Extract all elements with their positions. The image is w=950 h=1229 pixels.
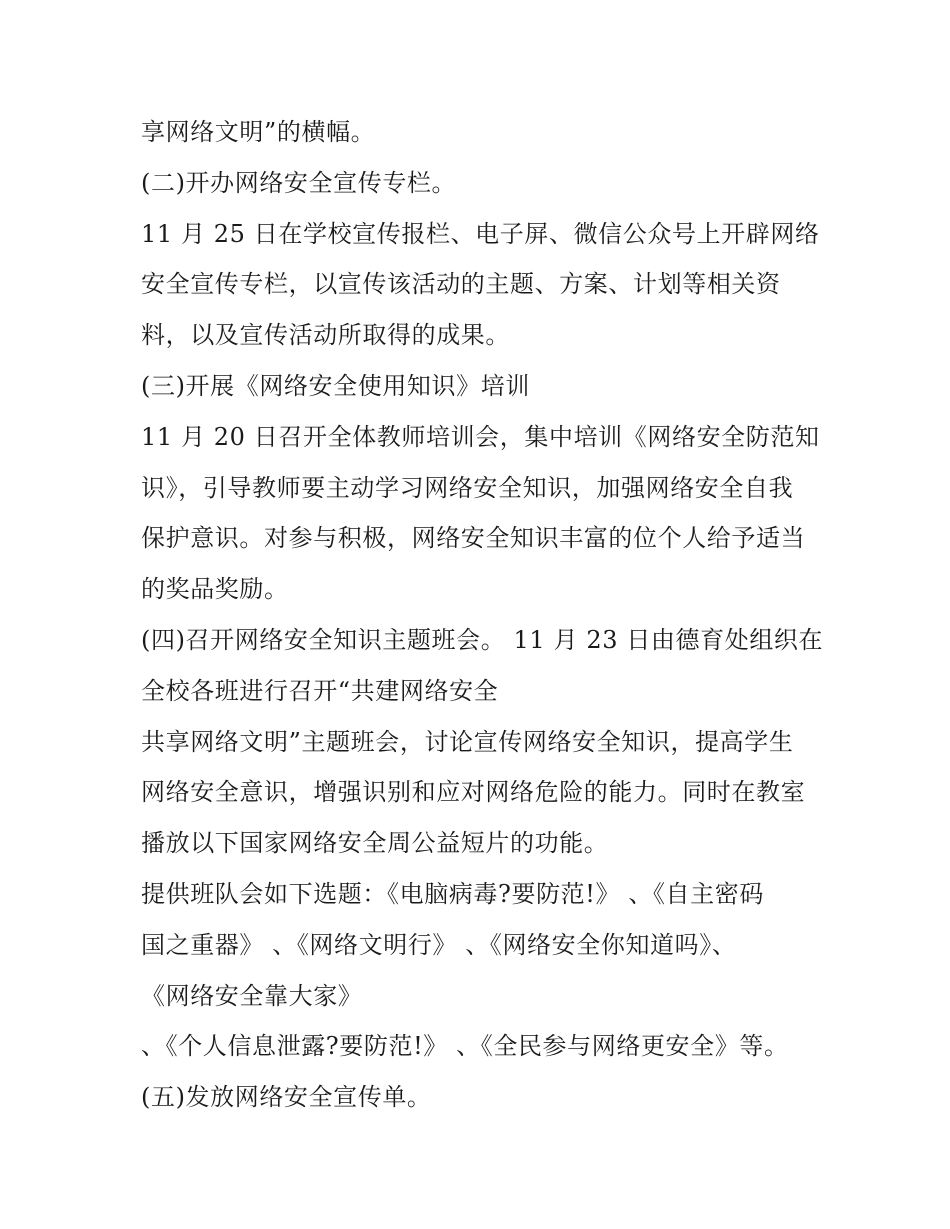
text-line: 播放以下国家网络安全周公益短片的功能。 — [141, 829, 609, 858]
text-line: 全校各班进行召开“共建网络安全 — [141, 676, 499, 705]
section-heading: (四)召开网络安全知识主题班会。 11 月 23 日由德育处组织在 — [141, 625, 824, 654]
text-line: 安全宣传专栏，以宣传该活动的主题、方案、计划等相关资 — [141, 270, 781, 299]
text-line: 识》，引导教师要主动学习网络安全知识，加强网络安全自我 — [141, 473, 794, 502]
text-line: 共享网络文明”主题班会，讨论宣传网络安全知识，提高学生 — [141, 727, 794, 756]
text-line: 《网络安全靠大家》 — [141, 981, 363, 1010]
text-line: 的奖品奖励。 — [141, 575, 289, 604]
text-line: 享网络文明”的横幅。 — [141, 118, 376, 146]
text-line: 11 月 20 日召开全体教师培训会，集中培训《网络安全防范知 — [141, 422, 820, 451]
text-line: 料，以及宣传活动所取得的成果。 — [141, 321, 510, 350]
section-heading: (三)开展《网络安全使用知识》培训 — [141, 371, 530, 400]
text-line: 11 月 25 日在学校宣传报栏、电子屏、微信公众号上开辟网络 — [141, 219, 820, 248]
section-heading: (五)发放网络安全宣传单。 — [141, 1083, 432, 1112]
document-body — [141, 107, 841, 1123]
text-line: 、《个人信息泄露?要防范!》 、《全民参与网络更安全》等。 — [141, 1032, 789, 1061]
text-line: 国之重器》 、《网络文明行》 、《网络安全你知道吗》、 — [141, 930, 737, 959]
text-line: 网络安全意识，增强识别和应对网络危险的能力。同时在教室 — [141, 778, 806, 807]
text-line: 提供班队会如下选题：《电脑病毒?要防范!》 、《自主密码 — [141, 879, 764, 908]
text-line: 保护意识。对参与积极，网络安全知识丰富的位个人给予适当 — [141, 524, 806, 553]
section-heading: (二)开办网络安全宣传专栏。 — [141, 168, 457, 197]
